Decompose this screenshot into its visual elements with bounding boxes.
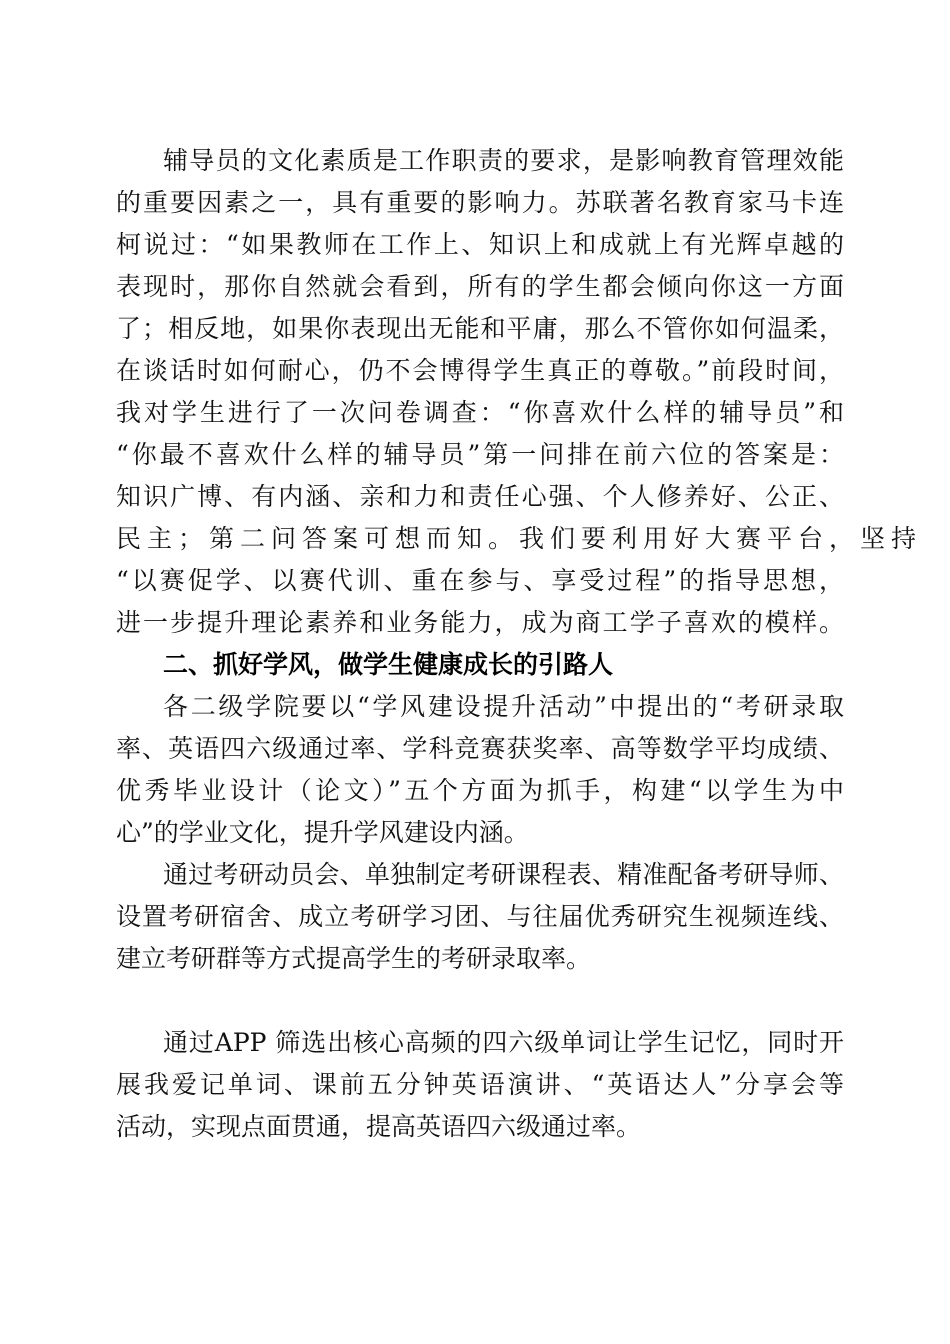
paragraph-1-line: “以赛促学、以赛代训、重在参与、享受过程”的指导思想， — [116, 566, 844, 595]
paragraph-4-line: 通过APP 筛选出核心高频的四六级单词让学生记忆，同时开 — [163, 1028, 844, 1057]
paragraph-1-line: “你最不喜欢什么样的辅导员”第一问排在前六位的答案是： — [116, 440, 844, 469]
paragraph-1-line: 的重要因素之一，具有重要的影响力。苏联著名教育家马卡连 — [116, 188, 844, 217]
section-heading: 二、抓好学风，做学生健康成长的引路人 — [163, 650, 614, 679]
paragraph-2-line: 率、英语四六级通过率、学科竞赛获奖率、高等数学平均成绩、 — [116, 734, 844, 763]
paragraph-3-line: 建立考研群等方式提高学生的考研录取率。 — [116, 944, 592, 973]
paragraph-1-line: 辅导员的文化素质是工作职责的要求，是影响教育管理效能 — [163, 146, 844, 175]
paragraph-1-line: 了；相反地，如果你表现出无能和平庸，那么不管你如何温柔， — [116, 314, 844, 343]
paragraph-1-line: 表现时，那你自然就会看到，所有的学生都会倾向你这一方面 — [116, 272, 844, 301]
paragraph-1-line: 柯说过：“如果教师在工作上、知识上和成就上有光辉卓越的 — [116, 230, 844, 259]
paragraph-1-line: 在谈话时如何耐心，仍不会博得学生真正的尊敬。”前段时间， — [116, 356, 844, 385]
paragraph-4-line: 展我爱记单词、课前五分钟英语演讲、“英语达人”分享会等 — [116, 1070, 844, 1099]
paragraph-1-line: 民主；第二问答案可想而知。我们要利用好大赛平台，坚持 — [116, 524, 923, 553]
paragraph-1-line: 知识广博、有内涵、亲和力和责任心强、个人修养好、公正、 — [116, 482, 844, 511]
paragraph-3-line: 设置考研宿舍、成立考研学习团、与往届优秀研究生视频连线、 — [116, 902, 844, 931]
paragraph-1-line: 我对学生进行了一次问卷调查：“你喜欢什么样的辅导员”和 — [116, 398, 844, 427]
paragraph-4-line: 活动，实现点面贯通，提高英语四六级通过率。 — [116, 1112, 642, 1141]
paragraph-2-line: 优秀毕业设计（论文）”五个方面为抓手，构建“以学生为中 — [116, 776, 844, 805]
paragraph-3-line: 通过考研动员会、单独制定考研课程表、精准配备考研导师、 — [163, 860, 844, 889]
paragraph-1-line: 进一步提升理论素养和业务能力，成为商工学子喜欢的模样。 — [116, 608, 844, 637]
paragraph-2-line: 心”的学业文化，提升学风建设内涵。 — [116, 818, 529, 847]
paragraph-2-line: 各二级学院要以“学风建设提升活动”中提出的“考研录取 — [163, 692, 844, 721]
